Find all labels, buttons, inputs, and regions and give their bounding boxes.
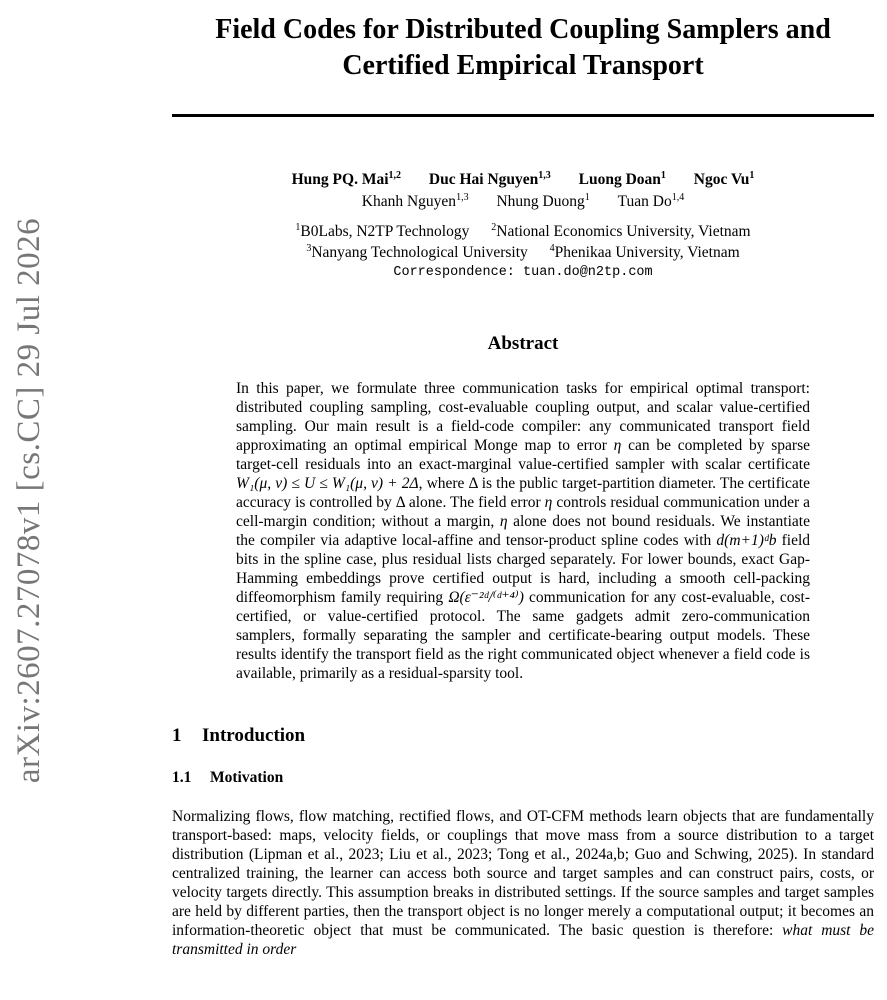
affiliations [172,221,874,263]
title-line-1: Field Codes for Distributed Coupling Samplers and [215,14,831,45]
title-line-2: Certified Empirical Transport [342,50,704,81]
affiliation: $^2$National Economics University, Vietnam [491,221,751,240]
author: Khanh Nguyen$^{1,3}$ [361,191,469,210]
author-row-1 [172,169,874,191]
author: Duc Hai Nguyen$^{1,3}$ [428,169,551,188]
affiliation: $^3$Nanyang Technological University [306,242,528,261]
author-block [172,169,874,213]
correspondence-email: Correspondence: tuan.do@n2tp.com [393,264,653,280]
arxiv-sidebar [0,0,60,1000]
author: Tuan Do$^{1,4}$ [617,191,685,210]
affiliation: $^1$B0Labs, N2TP Technology [295,221,470,240]
affiliation-row-1 [172,221,874,242]
section-heading: 1 Introduction [172,724,306,746]
paper-page [172,0,874,959]
affiliation: $^4$Phenikaa University, Vietnam [549,242,740,261]
arxiv-identifier: arXiv:2607.27078v1 [cs.CC] 29 Jul 2026 [11,217,48,783]
title-rule [172,114,874,117]
body-paragraph: Normalizing flows, flow matching, rectified flows, and OT-CFM methods learn objects that are fundamentally transport-based: maps, velocity fields, or couplings that move mass from a source distribution to a target distribution (Lipman et al., 2023; Liu et al., 2023; Tong et al., 2024a,b; Guo and Schwing, 2025). In standard centralized training, the learner can access both source and target samples and can construct pairs, costs, or velocity targets directly. This assumption breaks in distributed settings. If the source samples and target samples are held by different parties, then the transport object is no longer merely a computational output; it becomes an information-theoretic object that must be communicated. The basic question is therefore: what must be transmitted in order [172,807,874,958]
author: Nhung Duong$^1$ [496,191,590,210]
author: Hung PQ. Mai$^{1,2}$ [291,169,402,188]
abstract-text: In this paper, we formulate three communication tasks for empirical optimal transport: distributed coupling sampling, cost-evaluable coupling output, and scalar value-certified sampling. Our main result is a field-code compiler: any communicated transport field approximating an optimal empirical Monge map to error η can be completed by sparse target-cell residuals into an exact-marginal value-certified sampler with scalar certificate W₁(μ, ν) ≤ U ≤ W₁(μ, ν) + 2Δ, where Δ is the public target-partition diameter. The certificate accuracy is controlled by Δ alone. The field error η controls residual communication under a cell-margin condition; without a margin, η alone does not bound residuals. We instantiate the compiler via adaptive local-affine and tensor-product spline codes with d(m+1)ᵈb field bits in the spline case, plus residual lists charged separately. For lower bounds, exact Gap-Hamming embeddings prove certified output is hard, including a smooth cell-packing diffeomorphism family requiring Ω(ε⁻²ᵈ/⁽ᵈ⁺⁴⁾) communication for any cost-evaluable, cost-certified, or value-certified protocol. The same gadgets admit zero-communication samplers, formally separating the sampler and certificate-bearing output models. These results identify the transport field as the right communicated object whenever a field code is available, primarily as a residual-sparsity tool. [236,379,811,682]
paper-title [172,12,874,84]
author-row-2 [172,191,874,213]
author: Ngoc Vu$^1$ [693,169,755,188]
author: Luong Doan$^1$ [578,169,666,188]
abstract-heading: Abstract [487,332,559,354]
subsection-heading: 1.1 Motivation [172,768,284,786]
affiliation-row-2 [172,242,874,263]
